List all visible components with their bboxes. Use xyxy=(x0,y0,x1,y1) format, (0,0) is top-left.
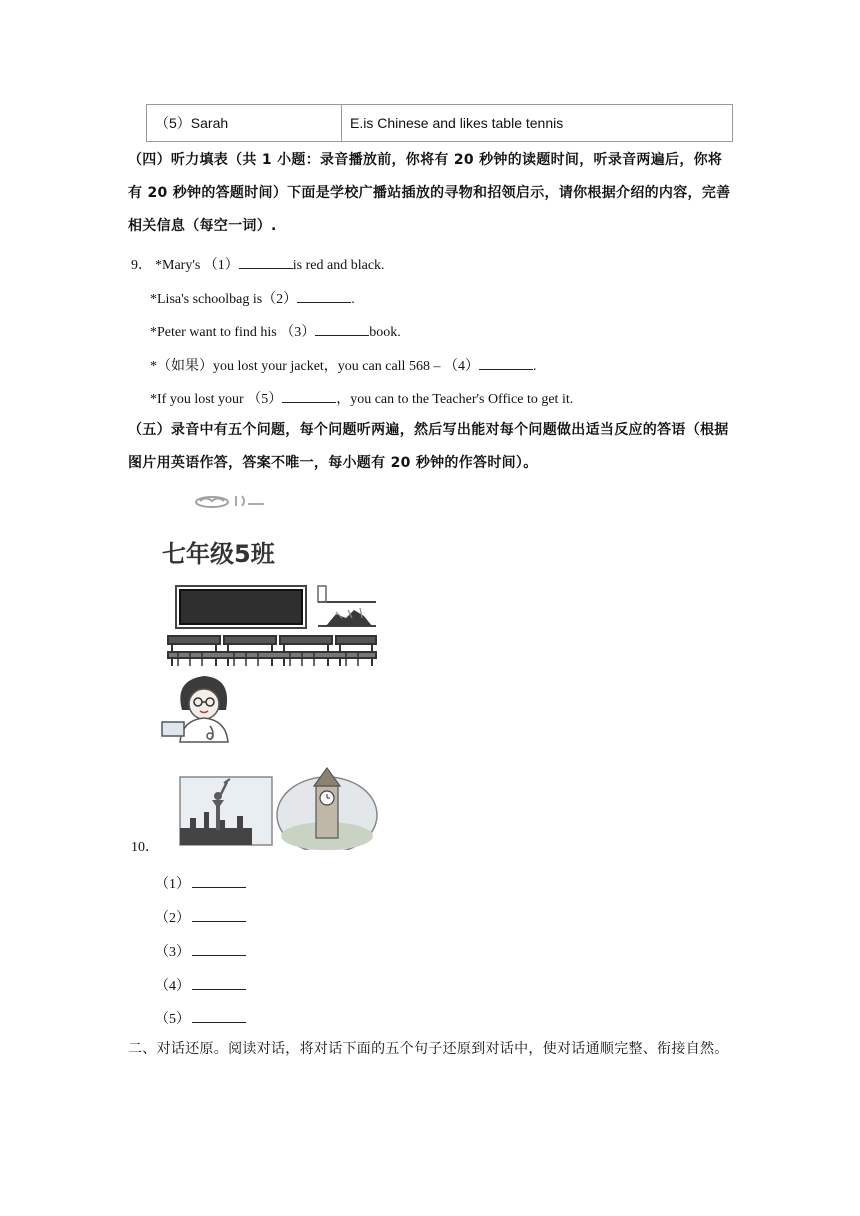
q10-item-1-label: （1） xyxy=(155,877,190,892)
big-ben-icon xyxy=(277,768,377,850)
q9-line-1-prefix: *Mary's （1） xyxy=(155,258,239,273)
q9-line-4-prefix: *（如果）you lost your jacket，you can call 568 – （4） xyxy=(150,359,479,374)
q9-line-4 xyxy=(150,355,536,375)
answer-blank-5[interactable] xyxy=(282,388,336,403)
table-row xyxy=(147,105,733,142)
section4-heading: （四）听力填表（共 1 小题：录音播放前，你将有 20 秒钟的读题时间，听录音两遍后，你将有 20 秒钟的答题时间）下面是学校广播站插放的寻物和招领启示，请你根据介绍的内容，完善相关信息（每空一词）. xyxy=(128,152,731,234)
section5-heading: （五）录音中有五个问题，每个问题听两遍，然后写出能对每个问题做出适当反应的答语（根据图片用英语作答，答案不唯一，每小题有 20 秒钟的作答时间）。 xyxy=(128,422,729,471)
q9-line-2-prefix: *Lisa's schoolbag is（2） xyxy=(150,292,298,307)
teacher-portrait-icon xyxy=(162,676,228,742)
q9-line-1 xyxy=(155,254,385,274)
desks-icon xyxy=(168,636,376,666)
table-cell-description: E.is Chinese and likes table tennis xyxy=(342,105,733,142)
question-9-number: 9． xyxy=(131,258,152,273)
part2-heading: 二、对话还原。阅读对话，将对话下面的五个句子还原到对话中，使对话通顺完整、衔接自然。 xyxy=(128,1041,729,1057)
q10-item-4-label: （4） xyxy=(155,979,190,994)
faded-fragment-icon xyxy=(196,496,264,507)
q9-line-4-suffix: . xyxy=(532,359,537,374)
answer-blank-4[interactable] xyxy=(479,355,533,370)
blackboard-icon xyxy=(180,590,302,624)
q9-line-5-prefix: *If you lost your （5） xyxy=(150,392,283,407)
q9-line-5-suffix: ，you can to the Teacher's Office to get it. xyxy=(336,392,574,407)
q10-answer-blank-5[interactable] xyxy=(192,1008,246,1023)
q10-answer-blank-4[interactable] xyxy=(192,975,246,990)
q10-item-3-label: （3） xyxy=(155,945,190,960)
q10-item-5 xyxy=(155,1008,246,1028)
q10-item-2 xyxy=(155,907,246,927)
answer-blank-3[interactable] xyxy=(315,321,369,336)
q9-line-5 xyxy=(150,388,573,408)
matching-table xyxy=(146,104,733,142)
class-label: 七年级5班 xyxy=(162,540,275,568)
q10-answer-blank-3[interactable] xyxy=(192,941,246,956)
question-10-number: 10． xyxy=(131,840,159,855)
bookshelf-icon xyxy=(318,586,376,626)
q9-line-2-suffix: . xyxy=(351,292,355,307)
listening-illustration xyxy=(150,490,400,850)
q9-line-3 xyxy=(150,321,401,341)
q10-item-4 xyxy=(155,975,246,995)
q9-line-3-suffix: book. xyxy=(369,325,401,340)
q10-item-2-label: （2） xyxy=(155,911,190,926)
q10-answer-blank-1[interactable] xyxy=(192,873,246,888)
table-cell-name: （5）Sarah xyxy=(147,105,342,142)
answer-blank-2[interactable] xyxy=(297,288,351,303)
q10-answer-blank-2[interactable] xyxy=(192,907,246,922)
q10-item-3 xyxy=(155,941,246,961)
q9-line-1-suffix: is red and black. xyxy=(292,258,385,273)
statue-of-liberty-icon xyxy=(180,777,272,845)
q9-line-3-prefix: *Peter want to find his （3） xyxy=(150,325,316,340)
q10-item-1 xyxy=(155,873,246,893)
q9-line-2 xyxy=(150,288,355,308)
answer-blank-1[interactable] xyxy=(239,254,293,269)
q10-item-5-label: （5） xyxy=(155,1012,190,1027)
